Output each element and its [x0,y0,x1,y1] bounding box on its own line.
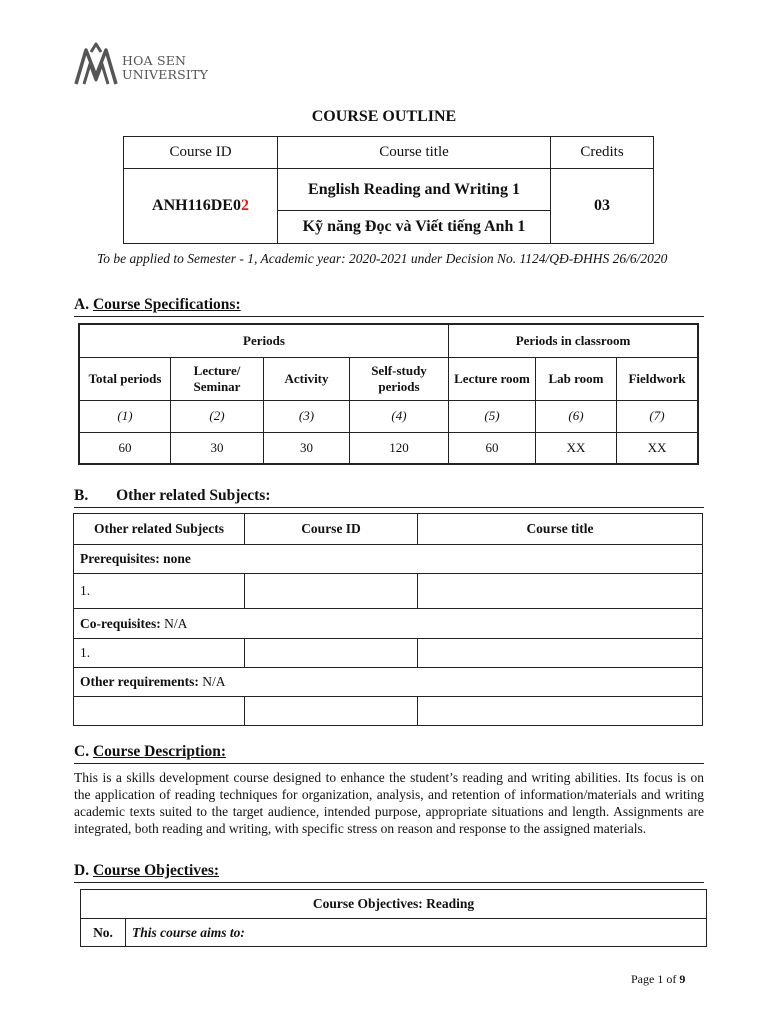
value-self-study: 120 [350,432,449,464]
value-fieldwork: XX [617,432,699,464]
section-c-heading [74,743,704,764]
other-cell-1 [74,697,245,726]
credits-value: 03 [551,169,654,244]
footer-page-word: Page [631,972,658,986]
value-lecture-seminar: 30 [171,432,264,464]
coreq-row-index: 1. [74,639,245,668]
university-logo [74,42,214,86]
section-d-heading [74,862,704,883]
footer-page-number: 1 [657,972,664,986]
header-course-title: Course title [278,137,551,169]
classroom-group-header: Periods in classroom [449,324,699,357]
section-c-label: Course Description: [92,743,226,760]
objectives-header: Course Objectives: Reading [81,890,707,919]
index-cell: (4) [350,400,449,432]
col-course-title: Course title [418,514,703,545]
col-self-study: Self-study periods [350,357,449,400]
logo-text-line1: HOA SEN [122,53,187,68]
value-activity: 30 [264,432,350,464]
prerequisites-label: Prerequisites: none [74,545,703,574]
col-no: No. [81,919,126,947]
header-course-id: Course ID [124,137,278,169]
section-b-letter: B. [74,487,89,504]
col-lab-room: Lab room [536,357,617,400]
index-cell: (1) [79,400,171,432]
course-description: This is a skills development course designed to enhance the student’s reading and writing abilities. Its focus is on the application of reading techniques for organization, analysis, and retention of information/materials and writing academic texts suited to the target audience, intended purpose, appropriate situations and length. Assignments are integrated, both reading and writing, with specific stress on reason and response to the assigned materials. [74,770,704,836]
index-cell: (7) [617,400,699,432]
other-requirements-value: N/A [198,674,226,689]
section-a-label: Course Specifications: [92,296,241,313]
col-aims: This course aims to: [126,919,707,947]
value-lecture-room: 60 [449,432,536,464]
col-lecture-room: Lecture room [449,357,536,400]
index-cell: (3) [264,400,350,432]
other-requirements-label: Other requirements: [80,674,199,689]
logo-text-line2: UNIVERSITY [122,67,209,82]
value-total-periods: 60 [79,432,171,464]
col-other-subjects: Other related Subjects [74,514,245,545]
col-total-periods: Total periods [79,357,171,400]
course-title-en: English Reading and Writing 1 [278,169,551,211]
corequisites-row [74,609,703,639]
value-lab-room: XX [536,432,617,464]
applied-note: To be applied to Semester - 1, Academic year: 2020-2021 under Decision No. 1124/QĐ-ĐHHS 26/6/2020 [97,251,668,266]
index-cell: (6) [536,400,617,432]
col-activity: Activity [264,357,350,400]
section-d-letter: D. [74,862,90,879]
other-cell-3 [418,697,703,726]
footer-of-word: of [663,972,680,986]
related-subjects-table [73,513,703,726]
section-a-heading [74,296,704,317]
prereq-course-title [418,574,703,609]
other-cell-2 [245,697,418,726]
prereq-row-index: 1. [74,574,245,609]
course-title-vi: Kỹ năng Đọc và Viết tiếng Anh 1 [278,211,551,244]
periods-table [78,323,699,465]
course-id-main: ANH116DE0 [152,197,241,214]
course-id-value [124,169,278,244]
corequisites-label: Co-requisites: [80,615,161,631]
header-credits: Credits [551,137,654,169]
section-a-letter: A. [74,296,90,313]
page-footer [631,972,685,987]
course-id-suffix: 2 [240,197,249,214]
lotus-logo-icon [74,42,118,86]
section-c-letter: C. [74,743,90,760]
col-course-id: Course ID [245,514,418,545]
other-requirements-row [74,668,703,697]
coreq-course-title [418,639,703,668]
coreq-course-id [245,639,418,668]
col-fieldwork: Fieldwork [617,357,699,400]
col-lecture-seminar: Lecture/ Seminar [171,357,264,400]
section-d-label: Course Objectives: [92,862,220,879]
periods-group-header: Periods [79,324,449,357]
section-b-heading [74,487,704,508]
footer-total-pages: 9 [679,972,686,986]
index-cell: (5) [449,400,536,432]
prereq-course-id [245,574,418,609]
section-b-label: Other related Subjects: [116,487,271,504]
course-header-table [123,136,654,244]
objectives-table [80,889,707,947]
index-cell: (2) [171,400,264,432]
page-title: COURSE OUTLINE [311,108,457,125]
corequisites-value: N/A [160,615,188,631]
